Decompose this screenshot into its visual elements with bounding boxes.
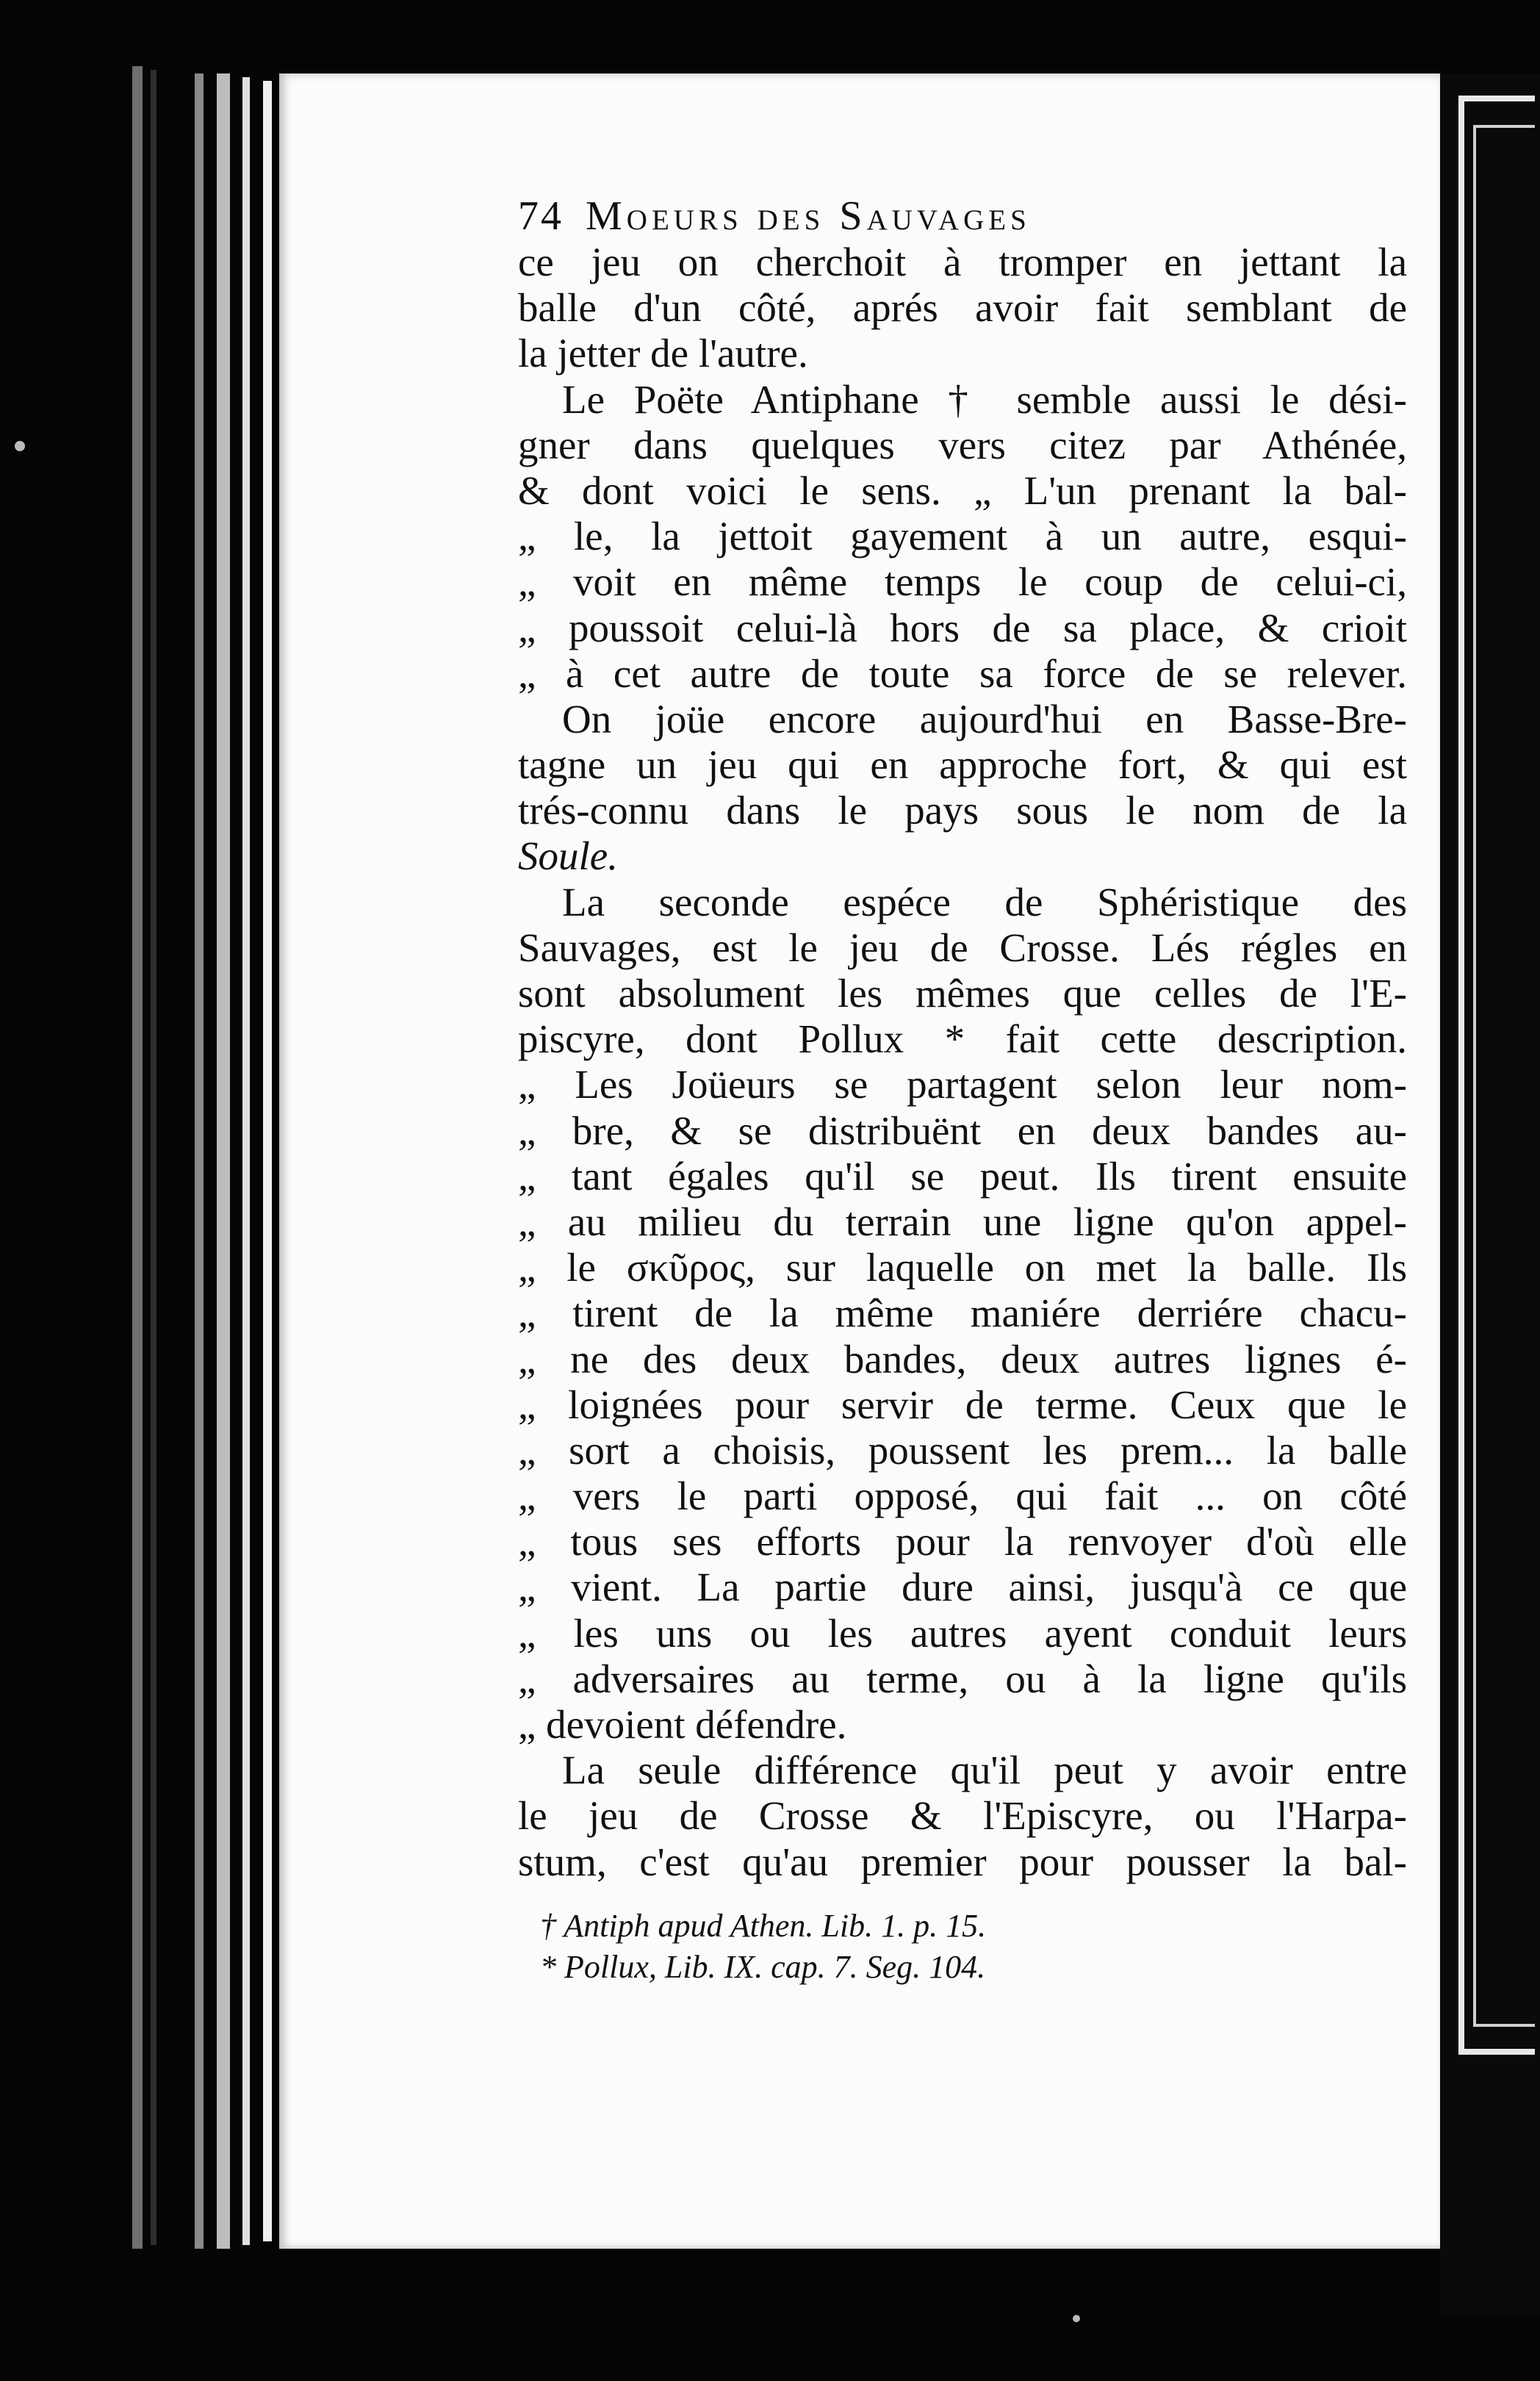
body-line: „ poussoit celui-là hors de sa place, & crioit [518,605,1407,650]
body-line: la jetter de l'autre. [518,331,808,376]
running-head [518,193,1407,240]
body-line: „ Les Joüeurs se partagent selon leur nom- [518,1062,1407,1107]
body-line: „ ne des deux bandes, deux autres lignes é- [518,1336,1407,1382]
footnotes [518,1906,1407,1988]
body-line: „ vient. La partie dure ainsi, jusqu'à ce que [518,1565,1407,1610]
body-line: piscyre, dont Pollux * fait cette description. [518,1016,1407,1062]
body-line: sont absolument les mêmes que celles de l'E- [518,971,1407,1016]
scan-speck [15,441,25,451]
body-line: stum, c'est qu'au premier pour pousser la bal- [518,1839,1407,1884]
body-line: & dont voici le sens. „ L'un prenant la bal- [518,467,1407,513]
body-line: „ voit en même temps le coup de celui-ci, [518,559,1407,605]
body-line: Sauvages, est le jeu de Crosse. Lés régles en [518,924,1407,970]
body-line: „ devoient défendre. [518,1702,847,1747]
page-text [518,193,1407,1988]
running-title: Moeurs des Sauvages [586,193,1031,239]
body-line: ce jeu on cherchoit à tromper en jettant la [518,240,1407,284]
body-line: le jeu de Crosse & l'Episcyre, ou l'Harpa- [518,1793,1407,1839]
page-number: 74 [518,193,564,239]
body-line: tagne un jeu qui en approche fort, & qui est [518,742,1407,788]
body-line: La seconde espéce de Sphéristique des [562,879,1407,924]
body-line: „ le, la jettoit gayement à un autre, esqui- [518,514,1407,559]
body-line: Soule. [518,833,618,879]
body-line: „ les uns ou les autres ayent conduit leurs [518,1610,1407,1656]
body-line: trés-connu dans le pays sous le nom de la [518,788,1407,833]
body-line: La seule différence qu'il peut y avoir entre [562,1748,1407,1793]
body-line: „ bre, & se distribuënt en deux bandes au- [518,1107,1407,1153]
body-line: Le Poëte Antiphane † semble aussi le dési- [562,376,1407,422]
footnote: * Pollux, Lib. IX. cap. 7. Seg. 104. [540,1948,986,1985]
body-line: gner dans quelques vers citez par Athénée, [518,422,1407,467]
book-edge [195,73,204,2249]
body-line: „ tant égales qu'il se peut. Ils tirent ensuite [518,1153,1407,1199]
footnote: † Antiph apud Athen. Lib. 1. p. 15. [540,1907,987,1944]
book-edge [151,70,156,2245]
book-edge [263,81,272,2241]
book-edge [132,66,143,2249]
body-line: „ tous ses efforts pour la renvoyer d'où elle [518,1519,1407,1565]
body-line: „ adversaires au terme, ou à la ligne qu'ils [518,1656,1407,1701]
body-line: „ au milieu du terrain une ligne qu'on appel- [518,1199,1407,1244]
book-edge [242,77,250,2245]
body-line: „ sort a choisis, poussent les prem... la balle [518,1427,1407,1473]
facing-page-inner-border [1473,125,1535,2027]
body-line: „ loignées pour servir de terme. Ceux que le [518,1382,1407,1427]
book-edge [217,73,230,2249]
body-line: balle d'un côté, aprés avoir fait semblant de [518,285,1407,331]
body-line: „ vers le parti opposé, qui fait ... on côté [518,1473,1407,1519]
scan-speck [1073,2315,1080,2322]
body-line: „ à cet autre de toute sa force de se relever. [518,650,1407,696]
body-line: On joüe encore aujourd'hui en Basse-Bre- [562,696,1407,741]
body-line: „ le σκῦρος, sur laquelle on met la balle. Ils [518,1245,1407,1290]
body-line: „ tirent de la même maniére derriére chacu- [518,1290,1407,1336]
